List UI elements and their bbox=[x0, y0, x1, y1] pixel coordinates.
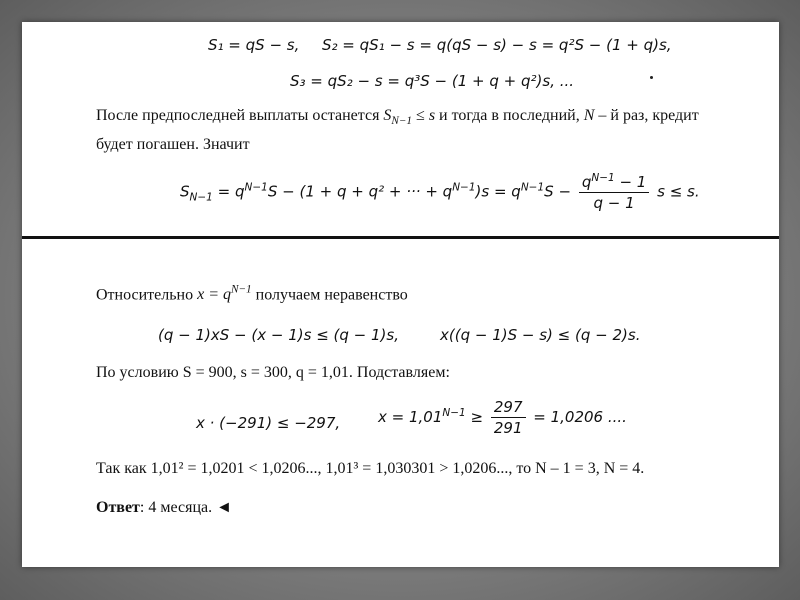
inequality-1: (q − 1)xS − (x − 1)s ≤ (q − 1)s, bbox=[158, 326, 399, 344]
equation-s1-text: S₁ = qS − s, bbox=[208, 36, 300, 54]
inline-n-variable: N bbox=[583, 107, 595, 124]
paragraph-2 bbox=[96, 284, 408, 304]
equation-s1 bbox=[208, 36, 299, 54]
inline-x-definition: $x = q^{N-1}$ bbox=[197, 284, 252, 304]
stray-dot bbox=[650, 76, 653, 79]
paragraph-2-part-b: получаем неравенство bbox=[251, 286, 408, 304]
answer-label: Ответ bbox=[96, 499, 140, 516]
paragraph-1-line-2-text: будет погашен. Значит bbox=[96, 136, 250, 153]
fraction-geometric-sum: $\frac{q^{N-1} - 1}{q - 1}$ bbox=[579, 172, 650, 212]
paragraph-1-part-c: – й раз, кредит bbox=[594, 107, 699, 124]
inequality-4: $x = 1,01^{N-1}$ ≥ $\frac{297}{291}$ = 1,0206 .... bbox=[378, 398, 627, 437]
document-page bbox=[22, 22, 779, 567]
page-divider bbox=[22, 236, 779, 239]
equation-s2-text: S₂ = qS₁ − s = q(qS − s) − s = q²S − (1 + q)s, bbox=[322, 36, 672, 54]
inequality-3: x · (−291) ≤ −297, bbox=[196, 414, 341, 432]
paragraph-2-part-a: Относительно bbox=[96, 286, 198, 304]
paragraph-1-line-2 bbox=[96, 136, 250, 154]
paragraph-1-line-1 bbox=[96, 107, 699, 127]
paragraph-1-part-b: и тогда в последний, bbox=[435, 107, 584, 124]
equation-s3 bbox=[290, 72, 574, 90]
answer-text: : 4 месяца. ◄ bbox=[139, 499, 232, 516]
paragraph-3: По условию S = 900, s = 300, q = 1,01. Подставляем: bbox=[96, 364, 450, 381]
inequality-2: x((q − 1)S − s) ≤ (q − 2)s. bbox=[440, 326, 641, 344]
fraction-297-over-291: $\frac{297}{291}$ bbox=[491, 398, 526, 437]
paragraph-1-part-a: После предпоследней выплаты останется bbox=[96, 107, 384, 124]
answer-line bbox=[96, 499, 232, 517]
paragraph-4: Так как 1,01² = 1,0201 < 1,0206..., 1,01³ = 1,030301 > 1,0206..., то N – 1 = 3, N = 4. bbox=[96, 460, 645, 477]
equation-s-n-minus-1: $S_{N-1} = q^{N-1}S - (1 + q + q^2$ + ··· + $q^{N-1})s = q^{N-1}S$ − $\frac{q^{N-1} - 1}{q - 1}$ s ≤ s. bbox=[180, 172, 700, 212]
equation-s2 bbox=[322, 36, 672, 54]
inline-s-n-minus-1: $S_{N-1} \le s$ bbox=[383, 107, 436, 128]
equation-s3-text: S₃ = qS₂ − s = q³S − (1 + q + q²)s, ... bbox=[290, 72, 575, 90]
